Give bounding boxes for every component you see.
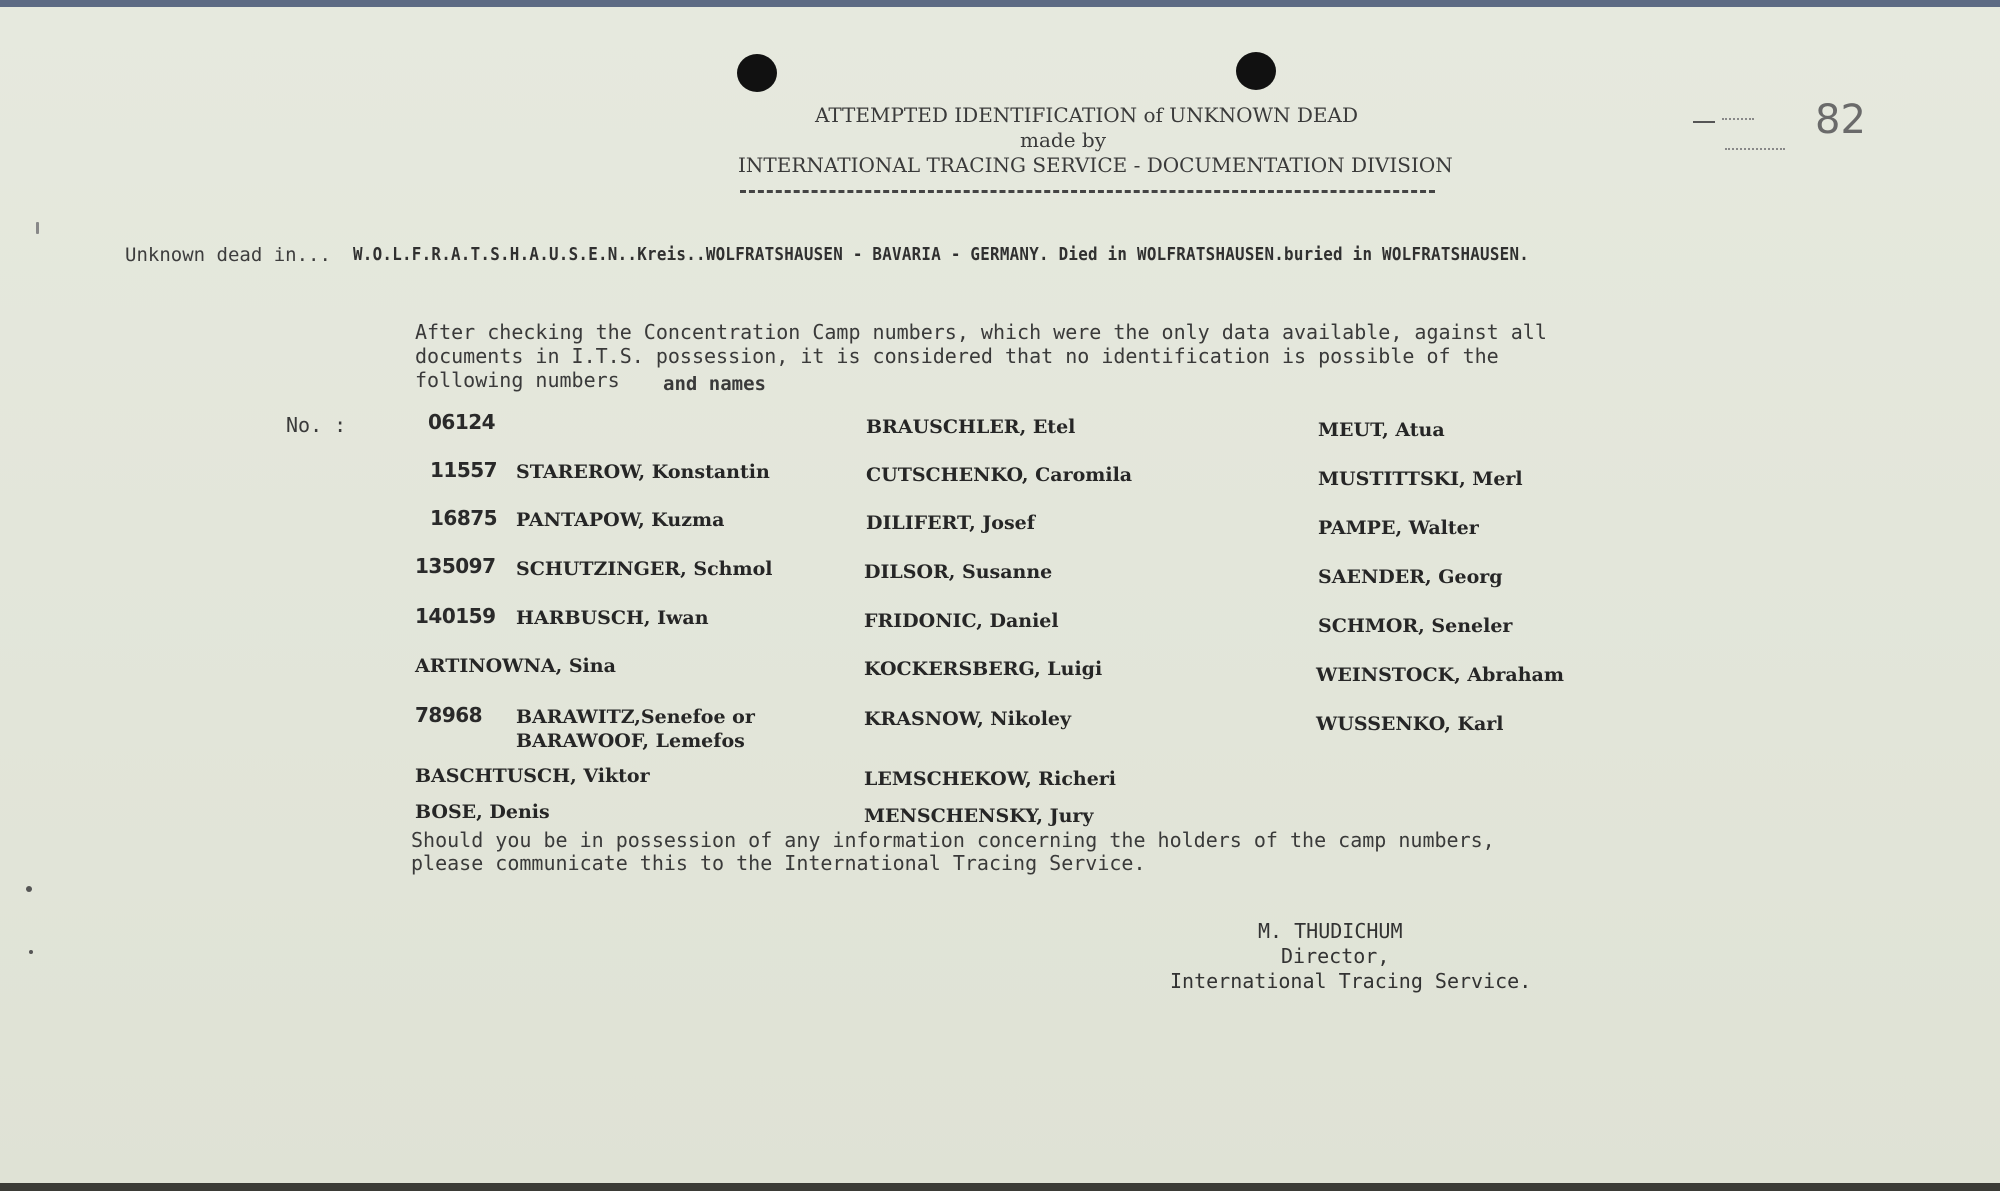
signatory-name: M. THUDICHUM bbox=[1258, 919, 1403, 943]
intro-line-2: documents in I.T.S. possession, it is considered that no identification is possible of the bbox=[415, 344, 1499, 368]
entry-name: FRIDONIC, Daniel bbox=[864, 610, 1059, 632]
entry-name: SCHUTZINGER, Schmol bbox=[516, 558, 773, 580]
paper-speck bbox=[29, 950, 33, 954]
entry-number: 16875 bbox=[430, 506, 498, 530]
entry-name: BRAUSCHLER, Etel bbox=[866, 416, 1076, 438]
entry-name: BARAWITZ,Senefoe or bbox=[516, 706, 755, 728]
bottom-edge bbox=[0, 1183, 2000, 1191]
entry-name: LEMSCHEKOW, Richeri bbox=[864, 768, 1117, 790]
entry-name: SAENDER, Georg bbox=[1318, 566, 1503, 588]
entry-number: 11557 bbox=[430, 458, 498, 482]
header-organization: INTERNATIONAL TRACING SERVICE - DOCUMENTATION DIVISION bbox=[738, 153, 1453, 177]
entry-name: KRASNOW, Nikoley bbox=[864, 708, 1072, 730]
entry-number: 135097 bbox=[415, 554, 496, 578]
page-mark-dash bbox=[1693, 121, 1715, 123]
entry-name: KOCKERSBERG, Luigi bbox=[864, 658, 1103, 680]
entry-number: 06124 bbox=[428, 410, 496, 434]
entry-name: PANTAPOW, Kuzma bbox=[516, 509, 725, 531]
location-prefix: Unknown dead in... bbox=[125, 244, 331, 266]
entry-name: MENSCHENSKY, Jury bbox=[864, 805, 1094, 827]
top-edge bbox=[0, 0, 2000, 7]
punch-hole-right bbox=[1236, 52, 1276, 90]
header-title: ATTEMPTED IDENTIFICATION of UNKNOWN DEAD bbox=[815, 103, 1358, 127]
location-stamp: W.O.L.F.R.A.T.S.H.A.U.S.E.N..Kreis..WOLFRATSHAUSEN - BAVARIA - GERMANY. Died in WOLFRATSHAUSEN.buried in WOLFRATSHAUSEN. bbox=[353, 244, 1530, 265]
entry-name: WUSSENKO, Karl bbox=[1316, 713, 1504, 735]
closing-line-2: please communicate this to the International Tracing Service. bbox=[411, 851, 1146, 875]
page-mark-dots-lower bbox=[1725, 148, 1785, 150]
punch-hole-left bbox=[737, 54, 777, 92]
intro-line-1: After checking the Concentration Camp numbers, which were the only data available, against all bbox=[415, 320, 1547, 344]
signatory-organization: International Tracing Service. bbox=[1170, 969, 1532, 993]
entry-name: CUTSCHENKO, Caromila bbox=[866, 464, 1133, 486]
signatory-title: Director, bbox=[1281, 944, 1390, 968]
list-label: No. : bbox=[286, 413, 347, 437]
entry-name: MUSTITTSKI, Merl bbox=[1318, 468, 1523, 490]
closing-line-1: Should you be in possession of any information concerning the holders of the camp numbers, bbox=[411, 828, 1495, 852]
entry-name: DILIFERT, Josef bbox=[866, 512, 1035, 534]
header-rule bbox=[740, 190, 1435, 193]
paper-mark bbox=[36, 222, 39, 234]
entry-number: 140159 bbox=[415, 604, 496, 628]
entry-name: HARBUSCH, Iwan bbox=[516, 607, 709, 629]
entry-name: STAREROW, Konstantin bbox=[516, 461, 770, 483]
entry-name: MEUT, Atua bbox=[1318, 419, 1445, 441]
entry-name: ARTINOWNA, Sina bbox=[415, 655, 616, 677]
entry-name: BOSE, Denis bbox=[415, 801, 550, 823]
entry-name: SCHMOR, Seneler bbox=[1318, 615, 1513, 637]
page-mark-dots bbox=[1722, 118, 1754, 120]
entry-name: BASCHTUSCH, Viktor bbox=[415, 765, 650, 787]
page-number: 82 bbox=[1815, 97, 1866, 143]
header-made-by: made by bbox=[1020, 128, 1106, 152]
paper-speck bbox=[26, 886, 32, 892]
intro-line-3: following numbers bbox=[415, 368, 620, 392]
entry-name: WEINSTOCK, Abraham bbox=[1316, 664, 1564, 686]
entry-name: PAMPE, Walter bbox=[1318, 517, 1479, 539]
intro-stamp-and-names: and names bbox=[663, 373, 766, 395]
entry-name-alias: BARAWOOF, Lemefos bbox=[516, 730, 745, 752]
entry-name: DILSOR, Susanne bbox=[864, 561, 1053, 583]
entry-number: 78968 bbox=[415, 703, 483, 727]
